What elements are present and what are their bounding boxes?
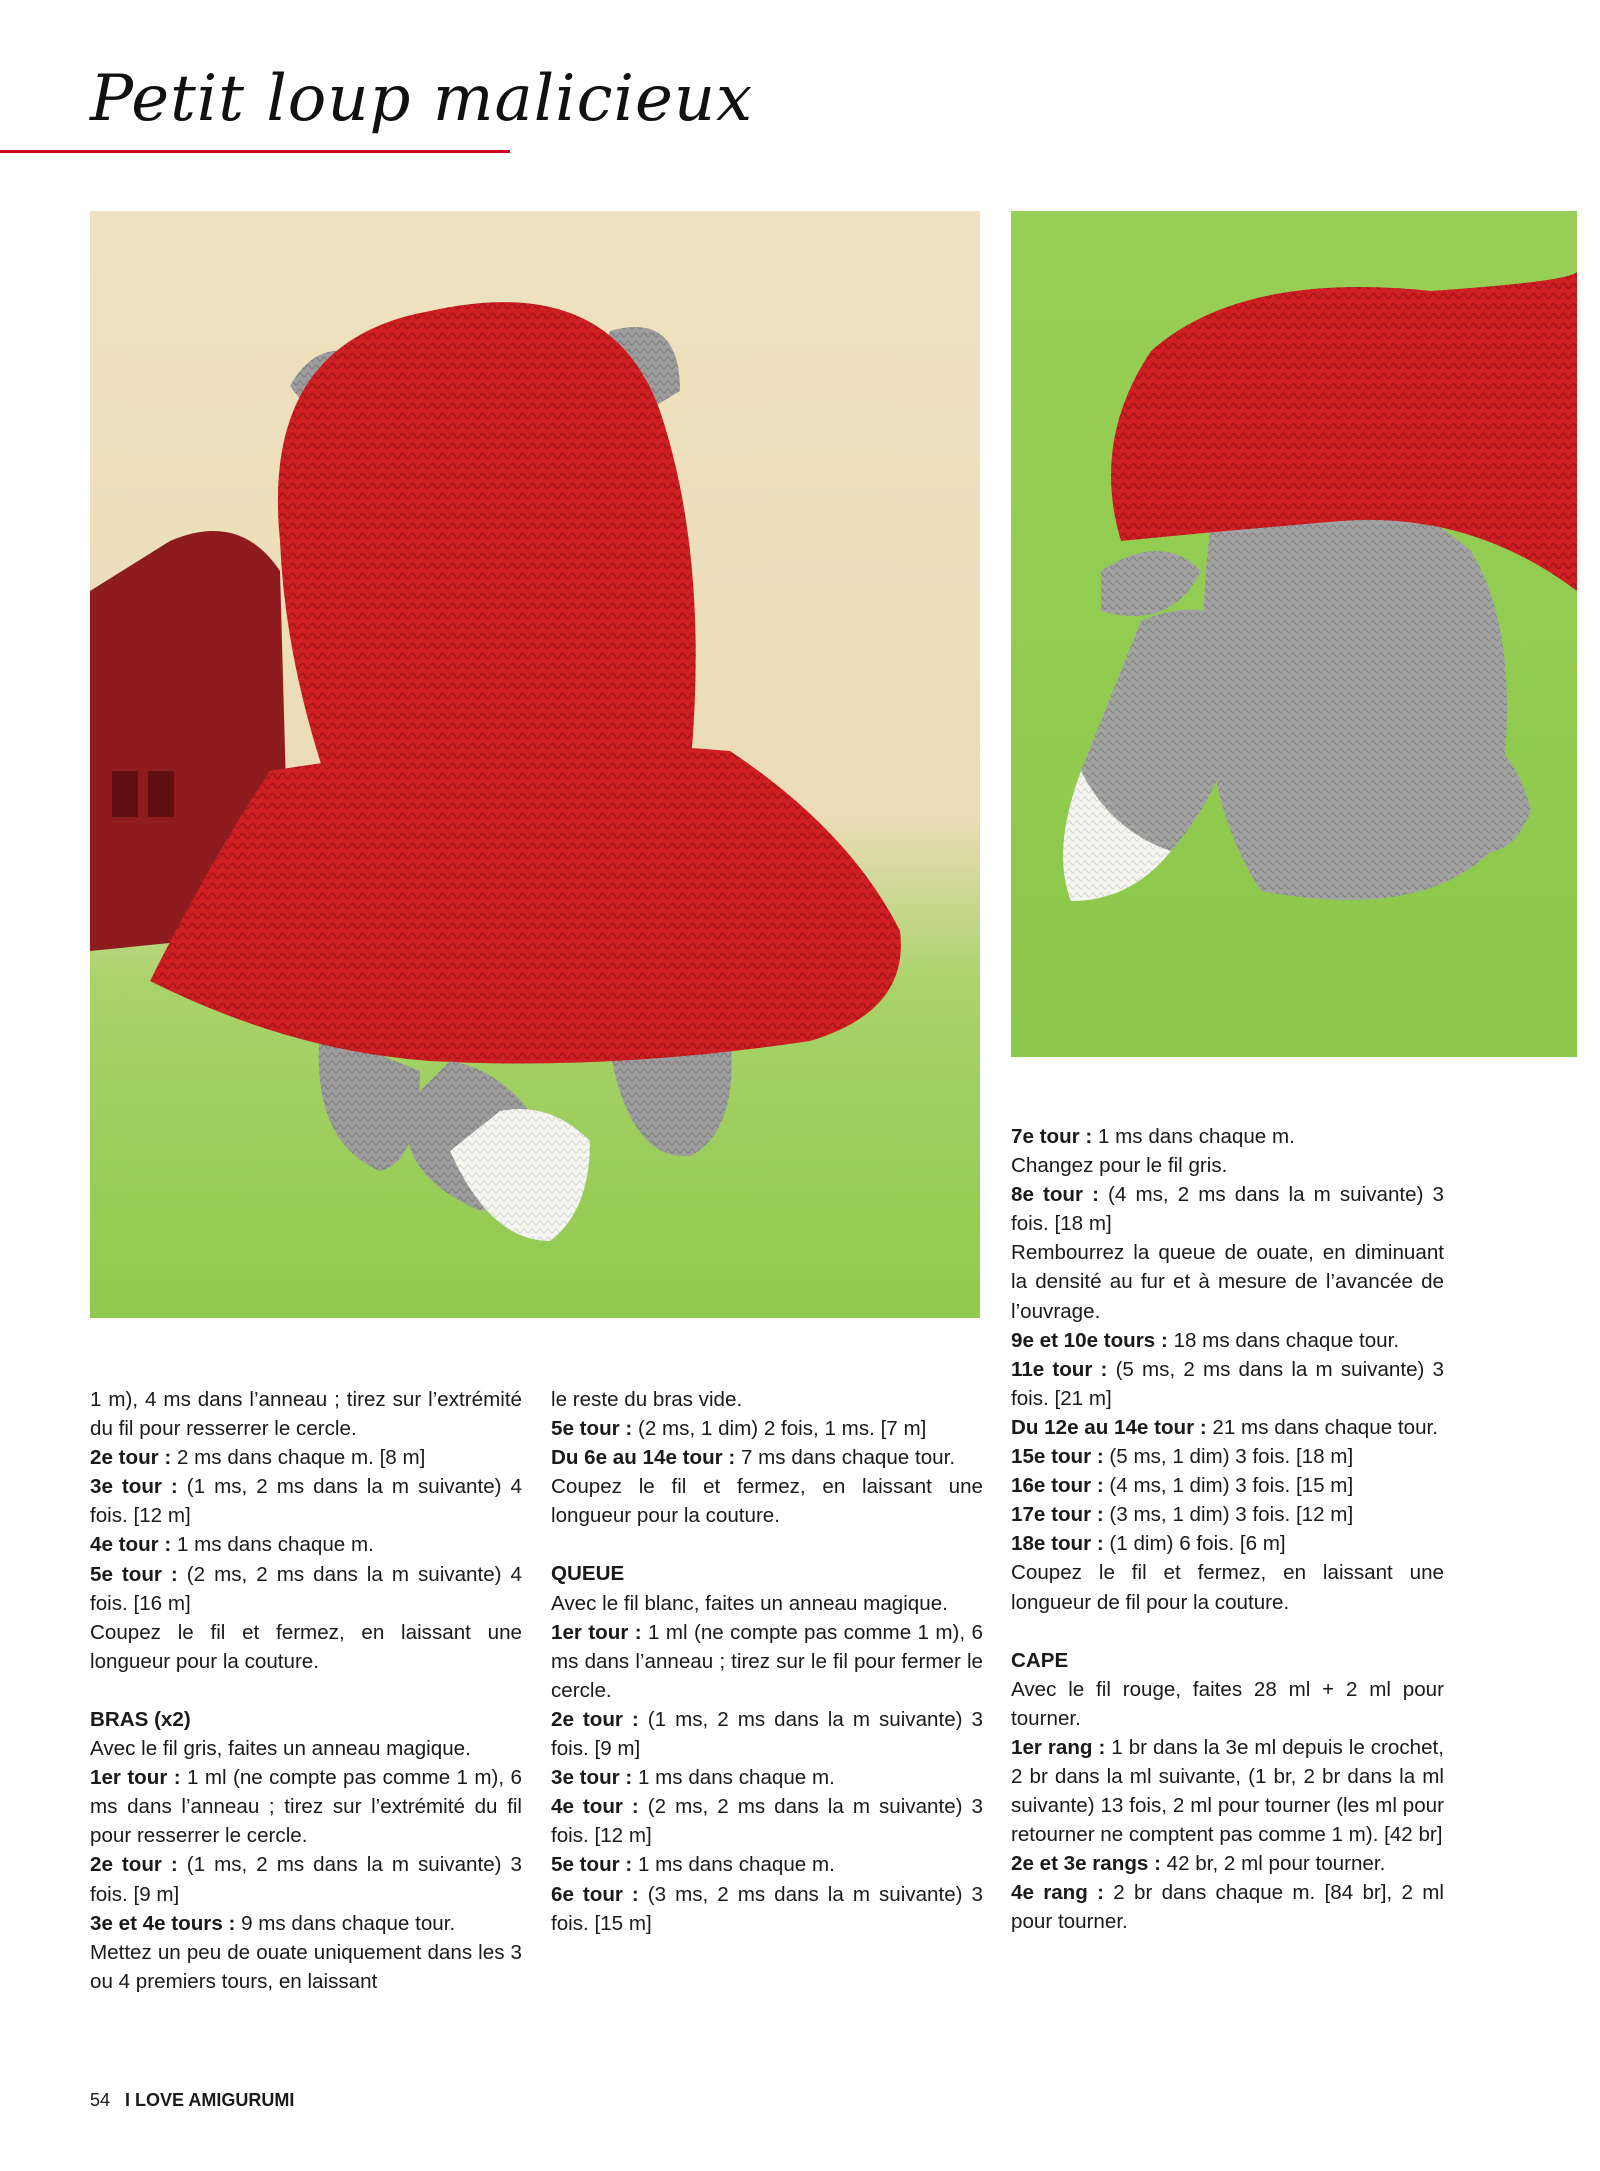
photo-wolf-back (90, 211, 980, 1318)
step-label: 3e tour : (551, 1766, 633, 1790)
instruction-line (1011, 1471, 1444, 1500)
paragraph (90, 1385, 522, 1443)
page-title: Petit loup malicieux (90, 62, 754, 136)
paragraph (1011, 1238, 1444, 1325)
page-number: 54 (90, 2090, 111, 2110)
section-heading-queue: QUEUE (551, 1562, 625, 1586)
photo-wolf-tail (1011, 211, 1577, 1057)
text: Coupez le fil et fermez, en laissant une longueur de fil pour la couture. (1011, 1561, 1444, 1614)
section-heading-cape: CAPE (1011, 1648, 1069, 1672)
step-label: 9e et 10e tours : (1011, 1328, 1168, 1352)
step-text: (1 ms, 2 ms dans la m suivante) 3 fois. [9 m] (90, 1853, 522, 1906)
step-text: (2 ms, 2 ms dans la m suivante) 3 fois. [12 m] (551, 1795, 983, 1848)
paragraph (551, 1385, 983, 1414)
text-column-1 (90, 1385, 522, 1996)
instruction-line (90, 1763, 522, 1850)
instruction-line (1011, 1878, 1444, 1936)
step-text: (5 ms, 2 ms dans la m suivante) 3 fois. [21 m] (1011, 1357, 1444, 1410)
photo-wolf-back-illustration (90, 211, 980, 1318)
text: Coupez le fil et fermez, en laissant une longueur pour la couture. (90, 1620, 522, 1673)
step-label: 2e tour : (90, 1853, 178, 1877)
instruction-line (90, 1443, 522, 1472)
instruction-line (1011, 1413, 1444, 1442)
instruction-line (1011, 1442, 1444, 1471)
paragraph (551, 1589, 983, 1618)
instruction-line (551, 1792, 983, 1850)
step-label: Du 6e au 14e tour : (551, 1446, 736, 1470)
step-text: 18 ms dans chaque tour. (1167, 1328, 1400, 1352)
step-text: 2 br dans chaque m. [84 br], 2 ml pour tourner. (1011, 1881, 1444, 1934)
instruction-line (551, 1880, 983, 1938)
step-label: 4e tour : (551, 1795, 639, 1819)
step-label: 2e tour : (551, 1707, 639, 1731)
text: Changez pour le fil gris. (1011, 1154, 1228, 1178)
step-label: Du 12e au 14e tour : (1011, 1415, 1207, 1439)
step-label: 8e tour : (1011, 1183, 1099, 1207)
step-label: 1er tour : (551, 1620, 642, 1644)
text: Rembourrez la queue de ouate, en diminuant la densité au fur et à mesure de l’avancée de l’ouvrage. (1011, 1241, 1444, 1323)
step-label: 2e et 3e rangs : (1011, 1852, 1161, 1876)
instruction-line (1011, 1500, 1444, 1529)
step-text: 1 ms dans chaque m. (1092, 1125, 1295, 1148)
text: le reste du bras vide. (551, 1388, 743, 1411)
step-text: (1 dim) 6 fois. [6 m] (1103, 1532, 1286, 1556)
step-text: (2 ms, 1 dim) 2 fois, 1 ms. [7 m] (632, 1417, 927, 1441)
instruction-line (551, 1618, 983, 1705)
step-text: 2 ms dans chaque m. [8 m] (171, 1446, 426, 1470)
instruction-line (551, 1414, 983, 1443)
step-label: 17e tour : (1011, 1503, 1104, 1527)
instruction-line (90, 1909, 522, 1938)
step-label: 7e tour : (1011, 1125, 1093, 1148)
step-text: (4 ms, 2 ms dans la m suivante) 3 fois. [18 m] (1011, 1183, 1444, 1236)
step-label: 5e tour : (90, 1562, 178, 1586)
step-text: (3 ms, 2 ms dans la m suivante) 3 fois. [15 m] (551, 1882, 983, 1935)
step-label: 4e rang : (1011, 1881, 1104, 1905)
paragraph (1011, 1558, 1444, 1616)
step-text: 1 ml (ne compte pas comme 1 m), 6 ms dans l’anneau ; tirez sur l’extrémité du fil pour resserrer le cercle. (90, 1766, 522, 1848)
instruction-line (551, 1763, 983, 1792)
step-label: 11e tour : (1011, 1357, 1108, 1381)
step-label: 6e tour : (551, 1882, 639, 1906)
instruction-line (551, 1443, 983, 1472)
instruction-line (1011, 1326, 1444, 1355)
text: Avec le fil blanc, faites un anneau magique. (551, 1591, 948, 1615)
paragraph (551, 1472, 983, 1530)
instruction-line (1011, 1355, 1444, 1413)
text-column-3 (1011, 1122, 1444, 1937)
step-text: (4 ms, 1 dim) 3 fois. [15 m] (1103, 1474, 1354, 1498)
instruction-line (90, 1850, 522, 1908)
step-label: 1er tour : (90, 1766, 181, 1790)
instruction-line (90, 1530, 522, 1559)
step-text: 1 ms dans chaque m. (171, 1533, 374, 1557)
section-heading-bras: BRAS (x2) (90, 1707, 191, 1731)
text: Coupez le fil et fermez, en laissant une longueur pour la couture. (551, 1475, 983, 1528)
step-text: 21 ms dans chaque tour. (1206, 1415, 1438, 1439)
title-underline (0, 150, 510, 153)
photo-wolf-tail-illustration (1011, 211, 1577, 1057)
paragraph (1011, 1151, 1444, 1180)
instruction-line (551, 1850, 983, 1879)
text-column-2 (551, 1385, 983, 1938)
step-label: 2e tour : (90, 1446, 172, 1470)
step-label: 3e tour : (90, 1475, 178, 1499)
step-text: (5 ms, 1 dim) 3 fois. [18 m] (1103, 1445, 1354, 1469)
step-label: 15e tour : (1011, 1445, 1104, 1469)
instruction-line (90, 1560, 522, 1618)
instruction-line (90, 1472, 522, 1530)
step-text: (3 ms, 1 dim) 3 fois. [12 m] (1103, 1503, 1354, 1527)
instruction-line (1011, 1529, 1444, 1558)
step-label: 18e tour : (1011, 1532, 1104, 1556)
paragraph (1011, 1675, 1444, 1733)
step-text: 9 ms dans chaque tour. (235, 1911, 456, 1935)
instruction-line (551, 1705, 983, 1763)
step-label: 1er rang : (1011, 1735, 1106, 1759)
instruction-line (1011, 1733, 1444, 1849)
step-label: 5e tour : (551, 1417, 633, 1441)
instruction-line (1011, 1122, 1444, 1151)
step-text: (2 ms, 2 ms dans la m suivante) 4 fois. [16 m] (90, 1562, 522, 1615)
instruction-line (1011, 1849, 1444, 1878)
step-text: (1 ms, 2 ms dans la m suivante) 4 fois. [12 m] (90, 1475, 522, 1528)
paragraph (90, 1734, 522, 1763)
step-text: 1 ms dans chaque m. (632, 1853, 835, 1877)
step-text: 42 br, 2 ml pour tourner. (1160, 1852, 1386, 1876)
step-text: 1 br dans la 3e ml depuis le crochet, 2 br dans la ml suivante, (1 br, 2 br dans la ml suivante) 13 fois, 2 ml pour tourner (les ml pour retourner ne comptent pas comme 1 m). [42 br] (1011, 1735, 1444, 1847)
magazine-name: I LOVE AMIGURUMI (125, 2090, 295, 2110)
text: 1 m), 4 ms dans l’anneau ; tirez sur l’extrémité du fil pour resserrer le cercle. (90, 1388, 522, 1441)
page-footer (90, 2090, 294, 2111)
text: Avec le fil rouge, faites 28 ml + 2 ml pour tourner. (1011, 1677, 1444, 1730)
step-label: 16e tour : (1011, 1474, 1104, 1498)
paragraph (90, 1618, 522, 1676)
text: Mettez un peu de ouate uniquement dans les 3 ou 4 premiers tours, en laissant (90, 1940, 522, 1993)
step-text: 1 ml (ne compte pas comme 1 m), 6 ms dans l’anneau ; tirez sur le fil pour fermer le cercle. (551, 1620, 983, 1702)
step-text: 7 ms dans chaque tour. (735, 1446, 956, 1470)
text: Avec le fil gris, faites un anneau magique. (90, 1737, 471, 1761)
instruction-line (1011, 1180, 1444, 1238)
step-text: (1 ms, 2 ms dans la m suivante) 3 fois. [9 m] (551, 1707, 983, 1761)
paragraph (90, 1938, 522, 1996)
step-label: 5e tour : (551, 1853, 633, 1877)
step-label: 3e et 4e tours : (90, 1911, 236, 1935)
step-label: 4e tour : (90, 1533, 172, 1557)
step-text: 1 ms dans chaque m. (632, 1766, 835, 1790)
